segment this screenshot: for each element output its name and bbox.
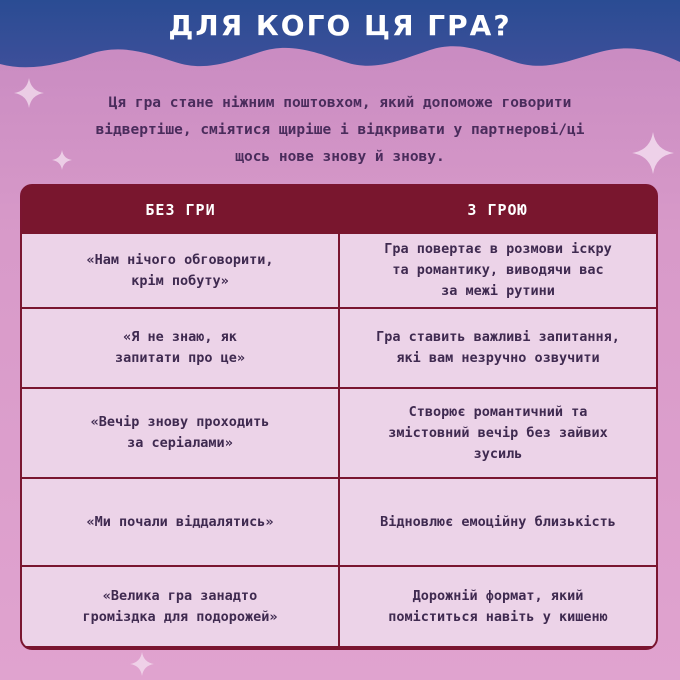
cell-without: «Я не знаю, як запитати про це» (22, 309, 338, 387)
cell-without: «Вечір знову проходить за серіалами» (22, 389, 338, 477)
cell-without: «Велика гра занадто громіздка для подорожей» (22, 567, 338, 646)
cell-with: Гра повертає в розмови іскру та романтику, виводячи вас за межі рутини (340, 234, 656, 307)
page-title: ДЛЯ КОГО ЦЯ ГРА? (168, 9, 512, 42)
intro-text: Ця гра стане ніжним поштовхом, який допоможе говорити відвертіше, сміятися щиріше і відкривати у партнерові/ці щось нове знову й знову. (95, 95, 585, 165)
table-header (22, 186, 656, 234)
cell-with: Дорожній формат, який поміститься навіть у кишеню (340, 567, 656, 646)
table-row (22, 234, 656, 307)
sparkle-icon (14, 78, 44, 108)
table-row (22, 479, 656, 565)
cell-with: Створює романтичний та змістовний вечір без зайвих зусиль (340, 389, 656, 477)
table-row (22, 309, 656, 387)
sparkle-icon (632, 132, 674, 174)
table-row (22, 389, 656, 477)
comparison-table (20, 184, 658, 650)
table-body (22, 234, 656, 646)
header-without-game: БЕЗ ГРИ (145, 201, 216, 219)
sparkle-icon (130, 652, 154, 676)
cell-with: Гра ставить важливі запитання, які вам незручно озвучити (340, 309, 656, 387)
cell-without: «Нам нічого обговорити, крім побуту» (22, 234, 338, 307)
cell-without: «Ми почали віддалятись» (22, 479, 338, 565)
table-row (22, 567, 656, 646)
header-with-game: З ГРОЮ (467, 201, 528, 219)
cell-with: Відновлює емоційну близькість (340, 479, 656, 565)
sparkle-icon (52, 150, 72, 170)
